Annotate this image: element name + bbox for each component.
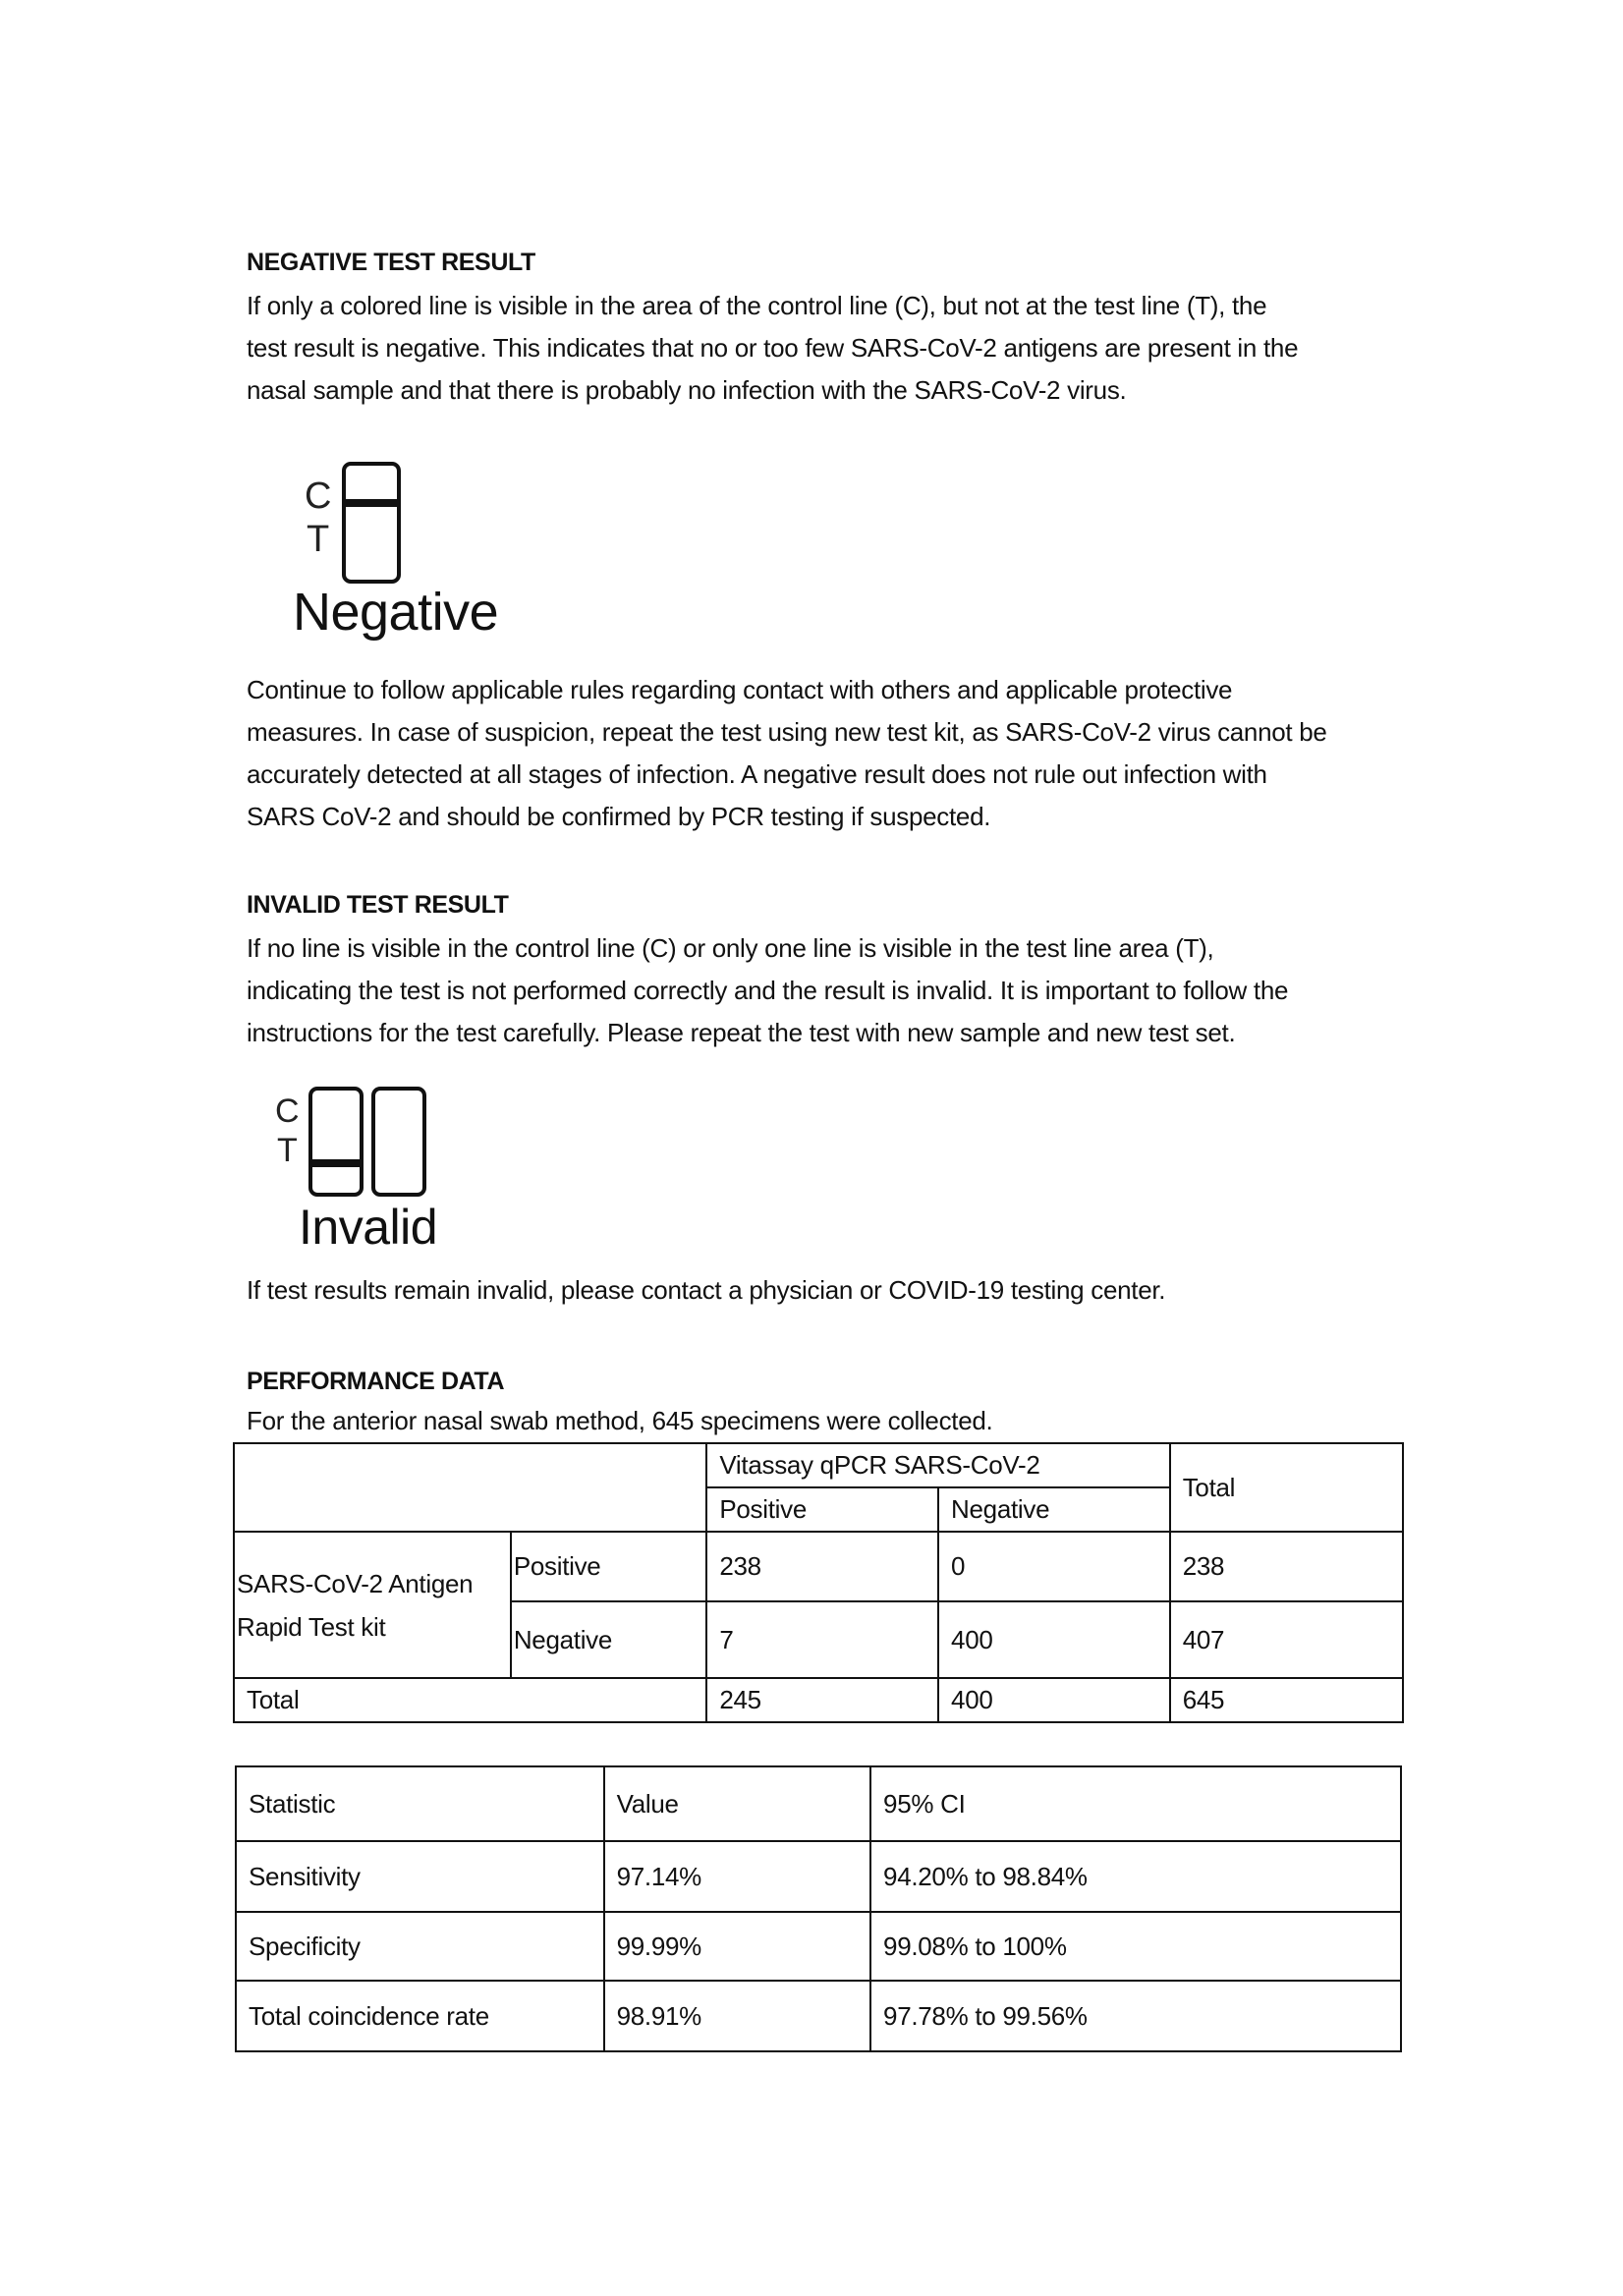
invalid-caption: Invalid — [299, 1200, 438, 1255]
total-header: Total — [1170, 1443, 1403, 1532]
text-line: instructions for the test carefully. Please repeat the test with new sample and new test set. — [247, 1018, 1236, 1047]
performance-heading: PERFORMANCE DATA — [247, 1368, 505, 1395]
table-cell: Sensitivity — [236, 1841, 604, 1912]
invalid-result-figure — [267, 1073, 503, 1260]
table-cell: 97.78% to 99.56% — [870, 1981, 1401, 2051]
negative-caption: Negative — [293, 583, 499, 642]
row-label: Positive — [511, 1532, 707, 1601]
table-cell: Specificity — [236, 1912, 604, 1981]
test-cassette-icon — [308, 1087, 364, 1197]
table-cell: Total coincidence rate — [236, 1981, 604, 2051]
performance-intro — [247, 1400, 1406, 1442]
table-cell: 94.20% to 98.84% — [870, 1841, 1401, 1912]
negative-followup — [247, 669, 1406, 838]
table-cell: 98.91% — [604, 1981, 870, 2051]
control-line-label: C — [275, 1092, 300, 1130]
table-cell: 245 — [706, 1678, 938, 1722]
reference-positive-header: Positive — [706, 1487, 938, 1532]
table-cell: 238 — [706, 1532, 938, 1601]
negative-heading: NEGATIVE TEST RESULT — [247, 249, 535, 276]
table-cell: 0 — [938, 1532, 1170, 1601]
control-band — [346, 499, 397, 507]
text-line: SARS CoV-2 and should be confirmed by PCR testing if suspected. — [247, 802, 991, 831]
table-cell: 645 — [1170, 1678, 1403, 1722]
table-total-row — [234, 1678, 1403, 1722]
text-line: If no line is visible in the control line (C) or only one line is visible in the test line area (T), — [247, 933, 1214, 963]
text-line: If only a colored line is visible in the area of the control line (C), but not at the test line (T), the — [247, 291, 1267, 320]
test-band — [312, 1159, 360, 1167]
reference-negative-header: Negative — [938, 1487, 1170, 1532]
test-line-label: T — [277, 1132, 298, 1169]
control-line-label: C — [305, 476, 332, 517]
text-line: Continue to follow applicable rules regarding contact with others and applicable protective — [247, 675, 1233, 704]
table-cell: 400 — [938, 1601, 1170, 1678]
row-label: Total — [234, 1678, 706, 1722]
test-kit-name-cell — [234, 1532, 511, 1678]
test-cassette-icon — [342, 462, 401, 584]
test-cassette-icon — [371, 1087, 426, 1197]
table-cell: 7 — [706, 1601, 938, 1678]
test-line-label: T — [307, 519, 330, 560]
text-line: measures. In case of suspicion, repeat the test using new test kit, as SARS-CoV-2 virus cannot be — [247, 717, 1327, 747]
text-line: indicating the test is not performed correctly and the result is invalid. It is important to follow the — [247, 976, 1289, 1005]
invalid-note — [247, 1269, 1406, 1312]
table-corner-cell — [234, 1443, 706, 1532]
negative-description — [247, 285, 1406, 412]
invalid-description — [247, 927, 1406, 1054]
text-line: accurately detected at all stages of infection. A negative result does not rule out infection with — [247, 759, 1267, 789]
text-line: For the anterior nasal swab method, 645 specimens were collected. — [247, 1406, 993, 1435]
table-cell: 238 — [1170, 1532, 1403, 1601]
text-line: nasal sample and that there is probably no infection with the SARS-CoV-2 virus. — [247, 375, 1127, 405]
table-header-row — [236, 1766, 1401, 1841]
column-header: Value — [604, 1766, 870, 1841]
table-cell: 99.08% to 100% — [870, 1912, 1401, 1981]
row-label: Negative — [511, 1601, 707, 1678]
table-row — [236, 1981, 1401, 2051]
invalid-heading: INVALID TEST RESULT — [247, 891, 509, 919]
table-row — [236, 1841, 1401, 1912]
table-row — [236, 1912, 1401, 1981]
reference-method-header: Vitassay qPCR SARS-CoV-2 — [706, 1443, 1169, 1487]
negative-result-figure — [291, 450, 527, 646]
table-row — [234, 1532, 1403, 1601]
text-line: If test results remain invalid, please contact a physician or COVID-19 testing center. — [247, 1275, 1166, 1305]
table-cell: 97.14% — [604, 1841, 870, 1912]
contingency-table — [233, 1442, 1404, 1723]
table-cell: 99.99% — [604, 1912, 870, 1981]
text-line: test result is negative. This indicates that no or too few SARS-CoV-2 antigens are present in the — [247, 333, 1299, 363]
column-header: 95% CI — [870, 1766, 1401, 1841]
statistics-table — [235, 1765, 1402, 2052]
table-cell: 400 — [938, 1678, 1170, 1722]
column-header: Statistic — [236, 1766, 604, 1841]
test-kit-name-line: Rapid Test kit — [237, 1611, 386, 1642]
test-kit-name-line: SARS-CoV-2 Antigen — [237, 1568, 474, 1598]
table-header-row — [234, 1443, 1403, 1487]
table-cell: 407 — [1170, 1601, 1403, 1678]
